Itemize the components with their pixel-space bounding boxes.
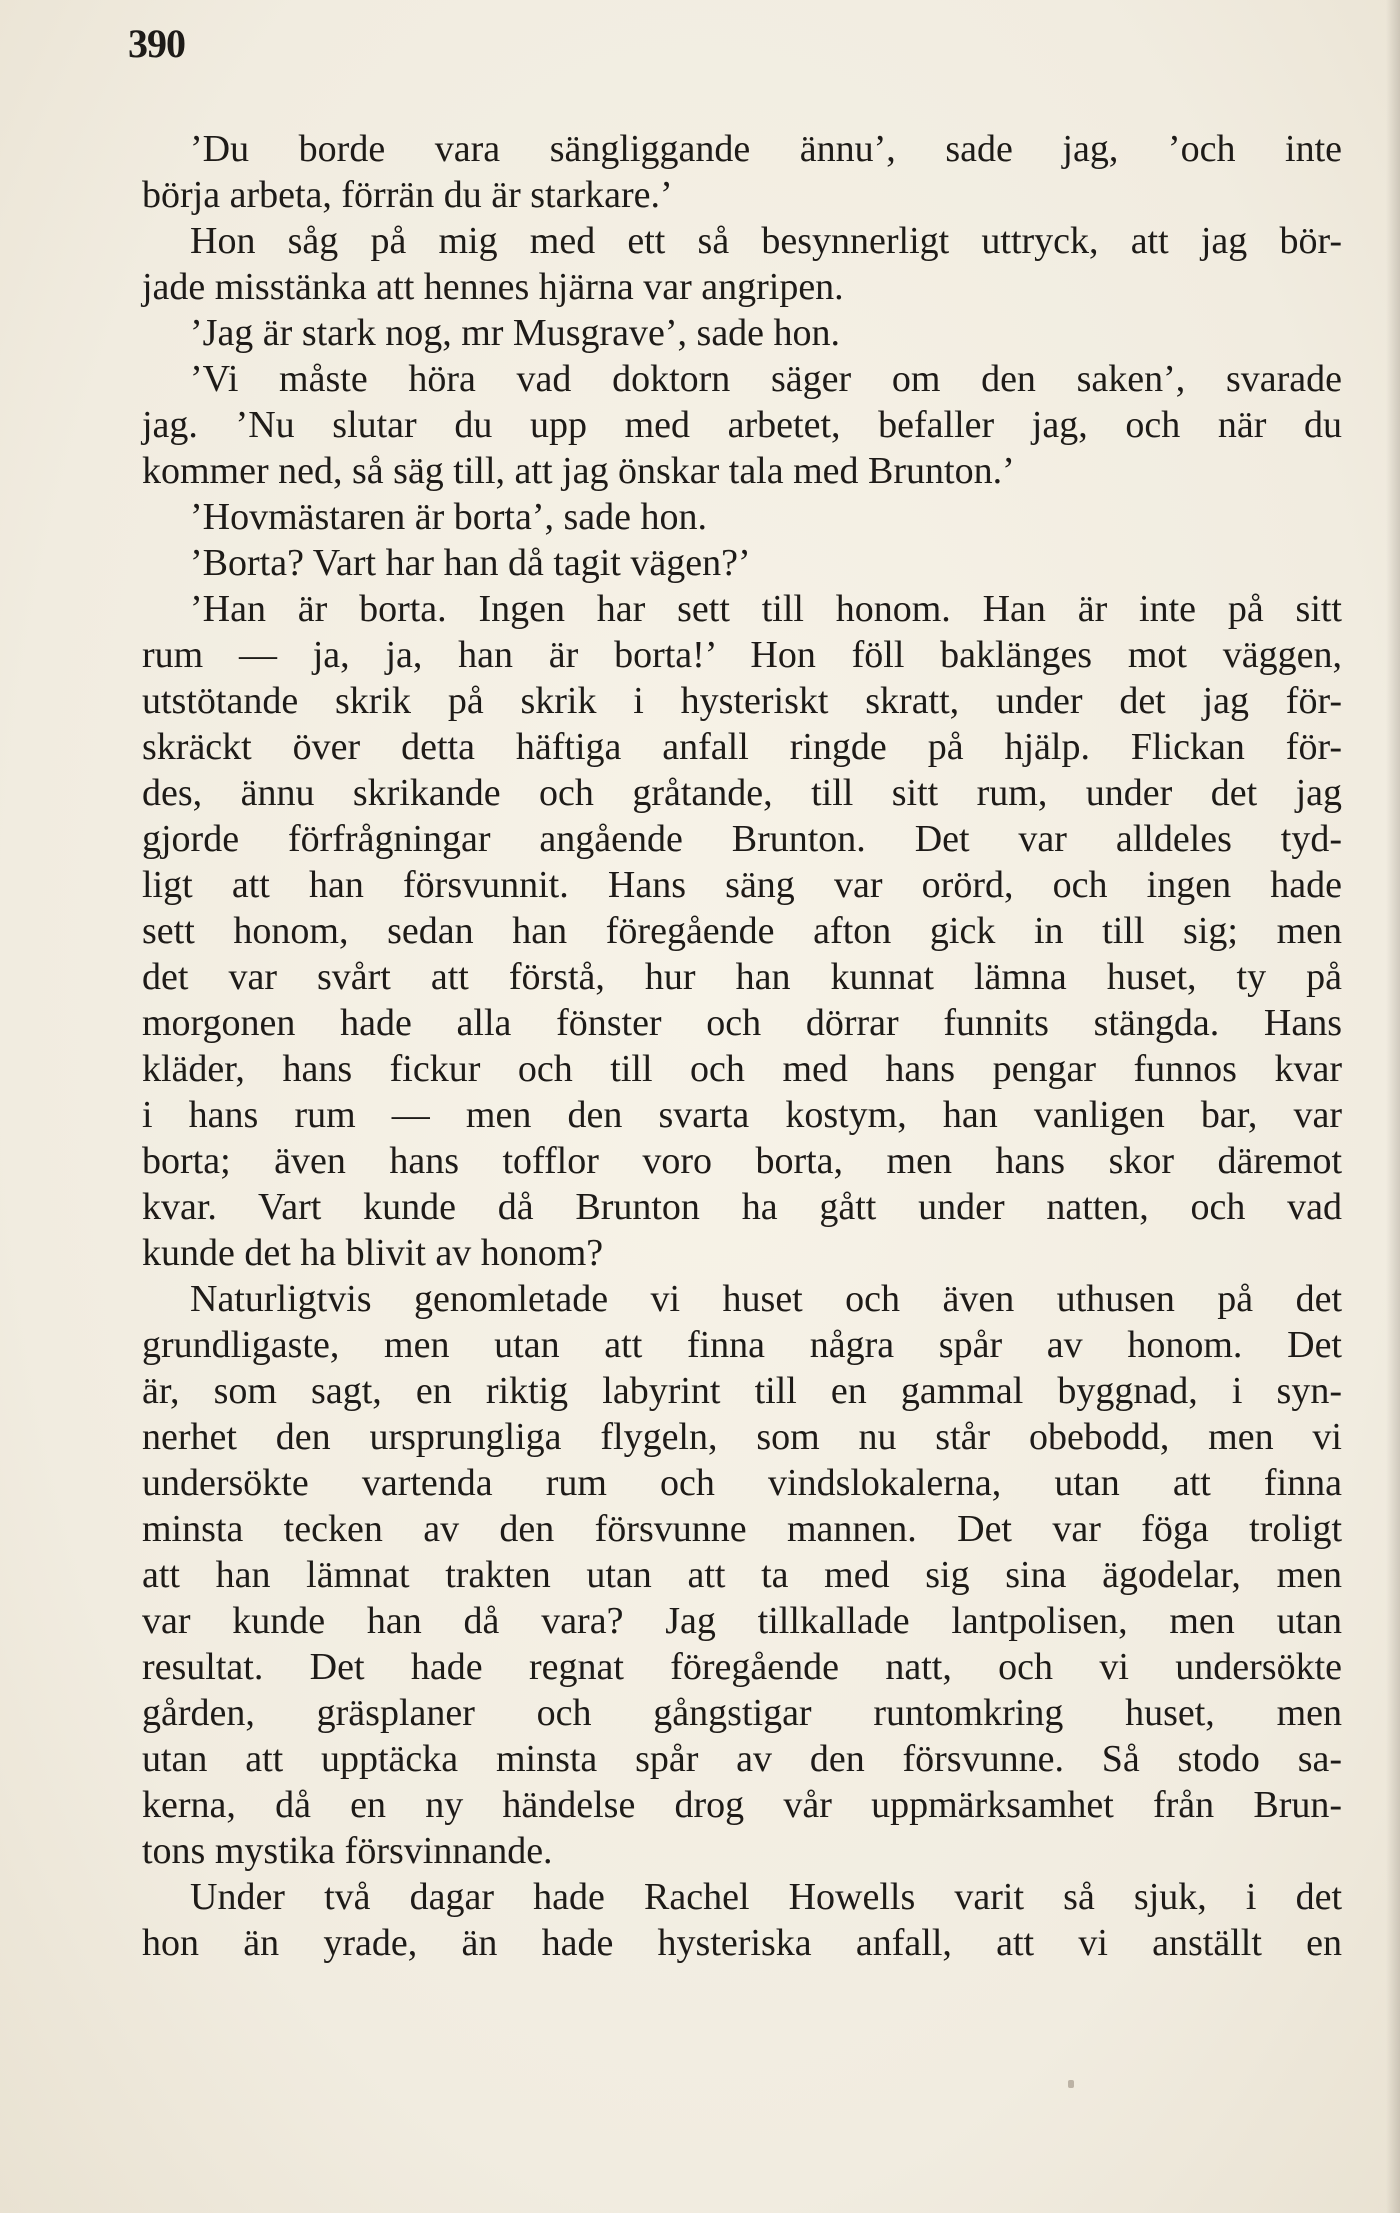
text-line: skräckt över detta häftiga anfall ringde på hjälp. Flickan för- bbox=[142, 726, 1342, 768]
text-line: nerhet den ursprungliga flygeln, som nu står obebodd, men vi bbox=[142, 1416, 1342, 1458]
text-line: ’Han är borta. Ingen har sett till honom. Han är inte på sitt bbox=[190, 588, 1342, 630]
text-line: jade misstänka att hennes hjärna var angripen. bbox=[142, 266, 844, 308]
text-line: är, som sagt, en riktig labyrint till en gammal byggnad, i syn- bbox=[142, 1370, 1342, 1412]
paper-speck bbox=[1068, 2080, 1074, 2088]
text-line: Naturligtvis genomletade vi huset och även uthusen på det bbox=[190, 1278, 1342, 1320]
text-line: resultat. Det hade regnat föregående natt, och vi undersökte bbox=[142, 1646, 1342, 1688]
text-line: kläder, hans fickur och till och med hans pengar funnos kvar bbox=[142, 1048, 1342, 1090]
text-line: ligt att han försvunnit. Hans säng var orörd, och ingen hade bbox=[142, 864, 1342, 906]
text-line: undersökte vartenda rum och vindslokalerna, utan att finna bbox=[142, 1462, 1342, 1504]
text-line: kunde det ha blivit av honom? bbox=[142, 1232, 604, 1274]
text-line: kommer ned, så säg till, att jag önskar tala med Brunton.’ bbox=[142, 450, 1015, 492]
text-line: tons mystika försvinnande. bbox=[142, 1830, 553, 1872]
text-line: utan att upptäcka minsta spår av den försvunne. Så stodo sa- bbox=[142, 1738, 1342, 1780]
text-line: i hans rum — men den svarta kostym, han vanligen bar, var bbox=[142, 1094, 1342, 1136]
text-line: grundligaste, men utan att finna några spår av honom. Det bbox=[142, 1324, 1342, 1366]
text-line: utstötande skrik på skrik i hysteriskt skratt, under det jag för- bbox=[142, 680, 1342, 722]
text-line: ’Borta? Vart har han då tagit vägen?’ bbox=[190, 542, 751, 584]
text-line: minsta tecken av den försvunne mannen. Det var föga troligt bbox=[142, 1508, 1342, 1550]
text-line: morgonen hade alla fönster och dörrar funnits stängda. Hans bbox=[142, 1002, 1342, 1044]
text-line: gården, gräsplaner och gångstigar runtomkring huset, men bbox=[142, 1692, 1342, 1734]
text-line: ’Jag är stark nog, mr Musgrave’, sade hon. bbox=[190, 312, 841, 354]
text-line: kvar. Vart kunde då Brunton ha gått under natten, och vad bbox=[142, 1186, 1342, 1228]
page-edge-shadow bbox=[1386, 0, 1400, 2213]
text-line: gjorde förfrågningar angående Brunton. Det var alldeles tyd- bbox=[142, 818, 1342, 860]
text-line: att han lämnat trakten utan att ta med sig sina ägodelar, men bbox=[142, 1554, 1342, 1596]
text-line: ’Du borde vara sängliggande ännu’, sade jag, ’och inte bbox=[190, 128, 1342, 170]
text-line: rum — ja, ja, han är borta!’ Hon föll baklänges mot väggen, bbox=[142, 634, 1342, 676]
text-line: hon än yrade, än hade hysteriska anfall, att vi anställt en bbox=[142, 1922, 1342, 1964]
text-line: ’Hovmästaren är borta’, sade hon. bbox=[190, 496, 708, 538]
text-line: ’Vi måste höra vad doktorn säger om den saken’, svarade bbox=[190, 358, 1342, 400]
text-line: börja arbeta, förrän du är starkare.’ bbox=[142, 174, 673, 216]
text-line: des, ännu skrikande och gråtande, till sitt rum, under det jag bbox=[142, 772, 1342, 814]
text-line: borta; även hans tofflor voro borta, men hans skor däremot bbox=[142, 1140, 1342, 1182]
page-number: 390 bbox=[128, 21, 185, 66]
text-line: Under två dagar hade Rachel Howells varit så sjuk, i det bbox=[190, 1876, 1342, 1918]
text-line: var kunde han då vara? Jag tillkallade lantpolisen, men utan bbox=[142, 1600, 1342, 1642]
body-text bbox=[142, 126, 1342, 1966]
text-line: kerna, då en ny händelse drog vår uppmärksamhet från Brun- bbox=[142, 1784, 1342, 1826]
text-line: Hon såg på mig med ett så besynnerligt uttryck, att jag bör- bbox=[190, 220, 1342, 262]
text-line: jag. ’Nu slutar du upp med arbetet, befaller jag, och när du bbox=[142, 404, 1342, 446]
text-line: sett honom, sedan han föregående afton gick in till sig; men bbox=[142, 910, 1342, 952]
text-line: det var svårt att förstå, hur han kunnat lämna huset, ty på bbox=[142, 956, 1342, 998]
